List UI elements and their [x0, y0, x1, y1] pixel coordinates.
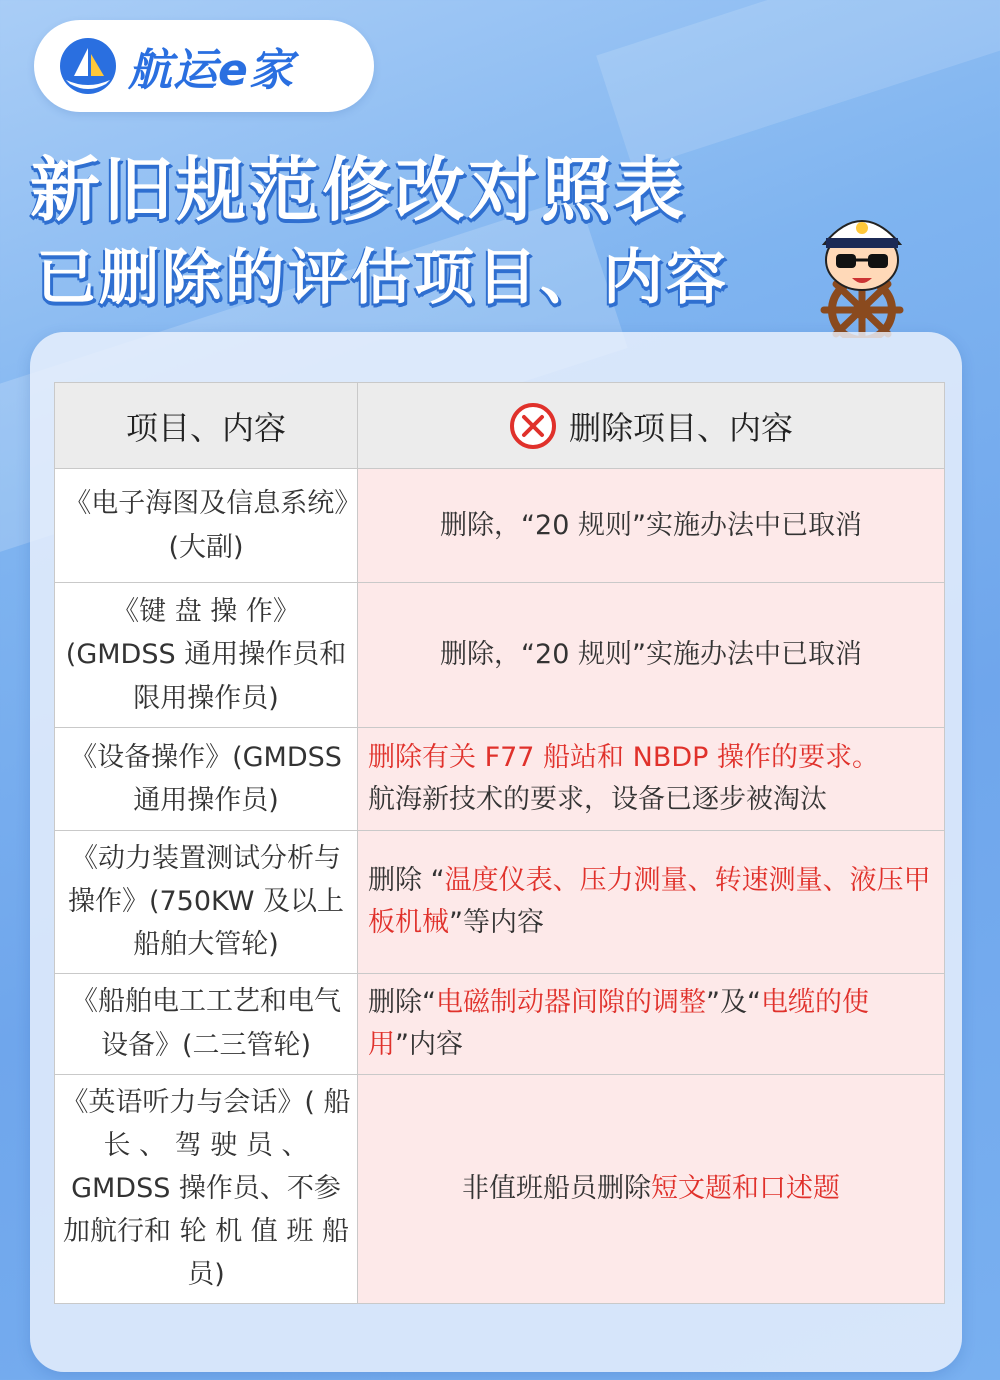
- item-cell: 《电子海图及信息系统》(大副): [55, 469, 358, 583]
- deletion-prefix: 删除 “: [368, 864, 445, 896]
- comparison-table: [54, 382, 945, 1304]
- table-row: [55, 1074, 945, 1303]
- header-deleted: [358, 383, 945, 469]
- ship-sail-icon: [56, 36, 120, 96]
- item-cell: 《设备操作》(GMDSS 通用操作员): [55, 728, 358, 831]
- table-header-row: [55, 383, 945, 469]
- item-cell: 《键 盘 操 作》(GMDSS 通用操作员和限用操作员): [55, 583, 358, 728]
- deletion-note: 航海新技术的要求，设备已逐步被淘汰: [368, 784, 827, 815]
- item-cell: 《英语听力与会话》( 船 长 、 驾 驶 员 、 GMDSS 操作员、不参加航行和 轮 机 值 班 船 员): [55, 1074, 358, 1303]
- table-row: [55, 728, 945, 831]
- deleted-text: 短文题和口述题: [651, 1172, 840, 1204]
- item-cell: 《动力装置测试分析与操作》(750KW 及以上船舶大管轮): [55, 831, 358, 974]
- deletion-prefix: 删除“: [368, 986, 436, 1018]
- table-row: [55, 583, 945, 728]
- deleted-text: 温度仪表、压力测量、转速测量、液压甲板机械: [368, 864, 931, 938]
- deleted-text: 电缆的使用: [368, 986, 869, 1060]
- deletion-connector: ”及“: [706, 986, 761, 1018]
- page-title: 新旧规范修改对照表: [30, 149, 687, 231]
- deletion-cell: [358, 728, 945, 831]
- header-item: 项目、内容: [55, 383, 358, 469]
- close-circle-icon: [509, 402, 557, 450]
- deletion-cell: [358, 831, 945, 974]
- deletion-suffix: ”等内容: [449, 906, 544, 938]
- deletion-suffix: ”内容: [395, 1028, 463, 1060]
- header-deleted-label: 删除项目、内容: [568, 408, 793, 447]
- item-cell: 《船舶电工工艺和电气设备》(二三管轮): [55, 973, 358, 1074]
- deletion-prefix: 非值班船员删除: [462, 1172, 651, 1204]
- table-row: [55, 831, 945, 974]
- deleted-text: 电磁制动器间隙的调整: [436, 986, 706, 1018]
- table-row: [55, 469, 945, 583]
- deletion-cell: [358, 973, 945, 1074]
- sailor-mascot-icon: [800, 198, 924, 338]
- brand-logo: [34, 20, 374, 112]
- deletion-cell: 删除，“20 规则”实施办法中已取消: [358, 469, 945, 583]
- page-subtitle: 已删除的评估项目、内容: [36, 243, 729, 313]
- deletion-cell: 删除，“20 规则”实施办法中已取消: [358, 583, 945, 728]
- deletion-cell: [358, 1074, 945, 1303]
- deleted-text: 删除有关 F77 船站和 NBDP 操作的要求。: [368, 742, 880, 774]
- table-row: [55, 973, 945, 1074]
- brand-name: 航运e家: [128, 45, 294, 96]
